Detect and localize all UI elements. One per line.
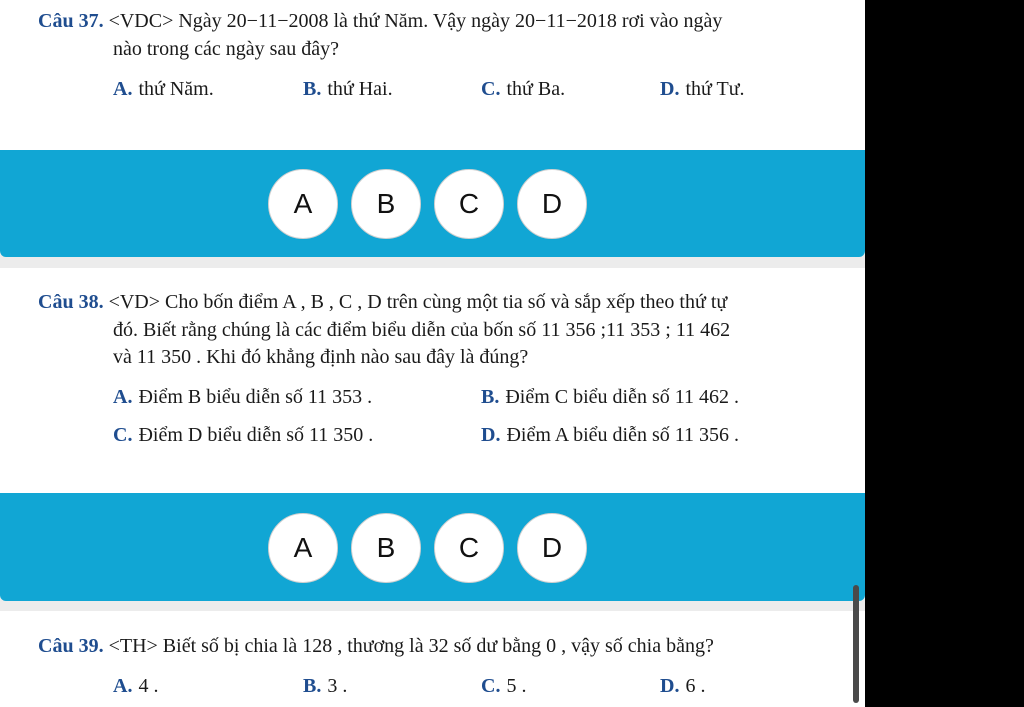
question-37-text: <VDC> Ngày 20−11−2008 là thứ Năm. Vậy ngày 20−11−2018 rơi vào ngày — [108, 10, 723, 32]
option-letter: C. — [481, 78, 501, 100]
answer-button-b[interactable]: B — [351, 513, 421, 583]
scrollbar-thumb[interactable] — [853, 585, 859, 703]
question-38-line3: và 11 350 . Khi đó khẳng định nào sau đây là đúng? — [113, 346, 529, 368]
option-letter: D. — [660, 78, 680, 100]
option-letter: D. — [481, 424, 501, 446]
question-37-option-d — [660, 75, 745, 103]
question-38-line2: đó. Biết rằng chúng là các điểm biểu diễn của bốn số 11 356 ;11 353 ; 11 462 — [113, 319, 731, 341]
answer-button-d[interactable]: D — [517, 169, 587, 239]
question-39-option-c — [481, 672, 526, 700]
option-letter: B. — [303, 675, 322, 697]
question-38-option-d — [481, 421, 739, 449]
option-text: thứ Hai. — [327, 78, 393, 100]
option-letter: C. — [113, 424, 133, 446]
question-37-option-c — [481, 75, 565, 103]
option-text: 6 . — [685, 675, 706, 697]
answer-band-38 — [0, 493, 865, 601]
option-text: thứ Ba. — [506, 78, 566, 100]
option-letter: C. — [481, 675, 501, 697]
option-letter: B. — [303, 78, 322, 100]
question-37-option-b — [303, 75, 393, 103]
option-letter: D. — [660, 675, 680, 697]
option-text: Điểm D biểu diễn số 11 350 . — [138, 424, 374, 446]
question-39-number: Câu 39. — [38, 635, 104, 657]
question-37-line1 — [38, 7, 798, 35]
answer-button-c[interactable]: C — [434, 513, 504, 583]
answer-button-a[interactable]: A — [268, 169, 338, 239]
option-text: Điểm B biểu diễn số 11 353 . — [138, 386, 373, 408]
answer-button-a[interactable]: A — [268, 513, 338, 583]
question-37-line2: nào trong các ngày sau đây? — [113, 38, 340, 60]
answer-button-c[interactable]: C — [434, 169, 504, 239]
option-text: thứ Năm. — [138, 78, 214, 100]
option-text: Điểm C biểu diễn số 11 462 . — [505, 386, 740, 408]
question-38-option-a — [113, 383, 372, 411]
question-38-text: <VD> Cho bốn điểm A , B , C , D trên cùng một tia số và sắp xếp theo thứ tự — [108, 291, 728, 313]
answer-button-b[interactable]: B — [351, 169, 421, 239]
option-letter: B. — [481, 386, 500, 408]
question-37-number: Câu 37. — [38, 10, 104, 32]
option-letter: A. — [113, 675, 133, 697]
question-39-option-a — [113, 672, 158, 700]
option-text: 3 . — [327, 675, 348, 697]
option-text: 4 . — [138, 675, 159, 697]
option-letter: A. — [113, 386, 133, 408]
option-text: Điểm A biểu diễn số 11 356 . — [506, 424, 740, 446]
question-38-number: Câu 38. — [38, 291, 104, 313]
answer-button-d[interactable]: D — [517, 513, 587, 583]
answer-band-37 — [0, 150, 865, 257]
question-37-option-a — [113, 75, 214, 103]
question-38-option-c — [113, 421, 373, 449]
option-text: 5 . — [506, 675, 527, 697]
option-letter: A. — [113, 78, 133, 100]
question-39-option-d — [660, 672, 705, 700]
question-39-option-b — [303, 672, 347, 700]
option-text: thứ Tư. — [685, 78, 745, 100]
question-38-option-b — [481, 383, 739, 411]
question-38-line1 — [38, 288, 798, 316]
question-39-text: <TH> Biết số bị chia là 128 , thương là 32 số dư bằng 0 , vậy số chia bằng? — [108, 635, 714, 657]
question-39-line1 — [38, 632, 798, 660]
